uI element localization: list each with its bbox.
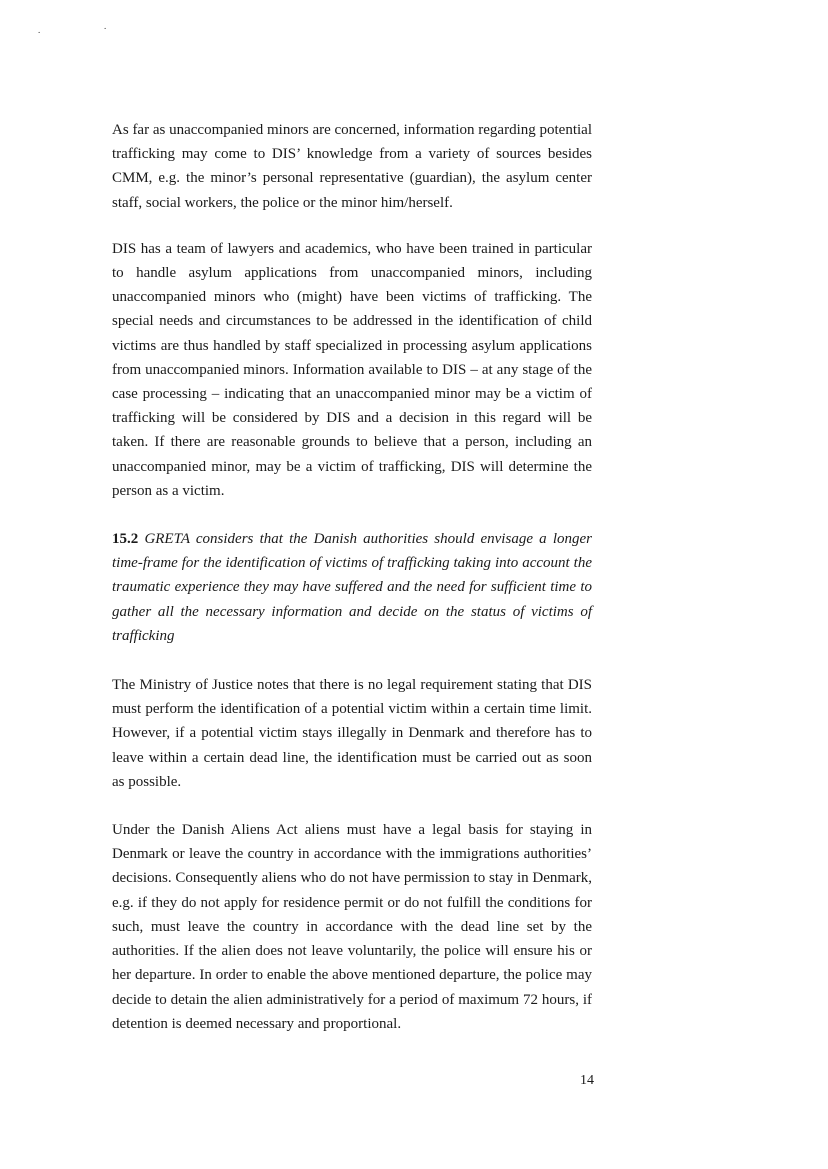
- page-number: 14: [580, 1073, 594, 1088]
- paragraph-ministry-of-justice: The Ministry of Justice notes that there is no legal requirement stating that DIS must perform the identification of a potential victim within a certain time limit. However, if a potential victim stays illegally in Denmark and therefore has to leave within a certain dead line, the identification must be carried out as soon as possible.: [112, 677, 592, 790]
- paragraph-dis-team: DIS has a team of lawyers and academics, who have been trained in particular to handle asylum applications from unaccompanied minors, including unaccompanied minors who (might) have been victims of trafficking. The special needs and circumstances to be addressed in the identification of child victims are thus handled by staff specialized in processing asylum applications from unaccompanied minors. Information available to DIS – at any stage of the case processing – indicating that an unaccompanied minor may be a victim of trafficking will be considered by DIS and a decision in this regard will be taken. If there are reasonable grounds to believe that a person, including an unaccompanied minor, may be a victim of trafficking, DIS will determine the person as a victim.: [112, 240, 592, 499]
- section-number: 15.2: [112, 531, 139, 548]
- scan-mark: .: [104, 21, 107, 31]
- section-heading-15-2: [112, 527, 592, 648]
- paragraph-aliens-act: Under the Danish Aliens Act aliens must have a legal basis for staying in Denmark or leave the country in accordance with the immigrations authorities’ decisions. Consequently aliens who do not have permission to stay in Denmark, e.g. if they do not apply for residence permit or do not fulfill the conditions for such, must leave the country in accordance with the dead line set by the authorities. If the alien does not leave voluntarily, the police will ensure his or her departure. In order to enable the above mentioned departure, the police may decide to detain the alien administratively for a period of maximum 72 hours, if detention is deemed necessary and proportional.: [112, 822, 592, 1032]
- document-body: [112, 118, 592, 1060]
- paragraph-unaccompanied-minors: As far as unaccompanied minors are concerned, information regarding potential trafficking may come to DIS’ knowledge from a variety of sources besides CMM, e.g. the minor’s personal representative (guardian), the asylum center staff, social workers, the police or the minor him/herself.: [112, 122, 592, 211]
- section-recommendation: GRETA considers that the Danish authorities should envisage a longer time-frame for the identification of victims of trafficking taking into account the traumatic experience they may have suffered and the need for sufficient time to gather all the necessary information and decide on the status of victims of trafficking: [112, 531, 593, 644]
- scan-mark: .: [38, 25, 41, 35]
